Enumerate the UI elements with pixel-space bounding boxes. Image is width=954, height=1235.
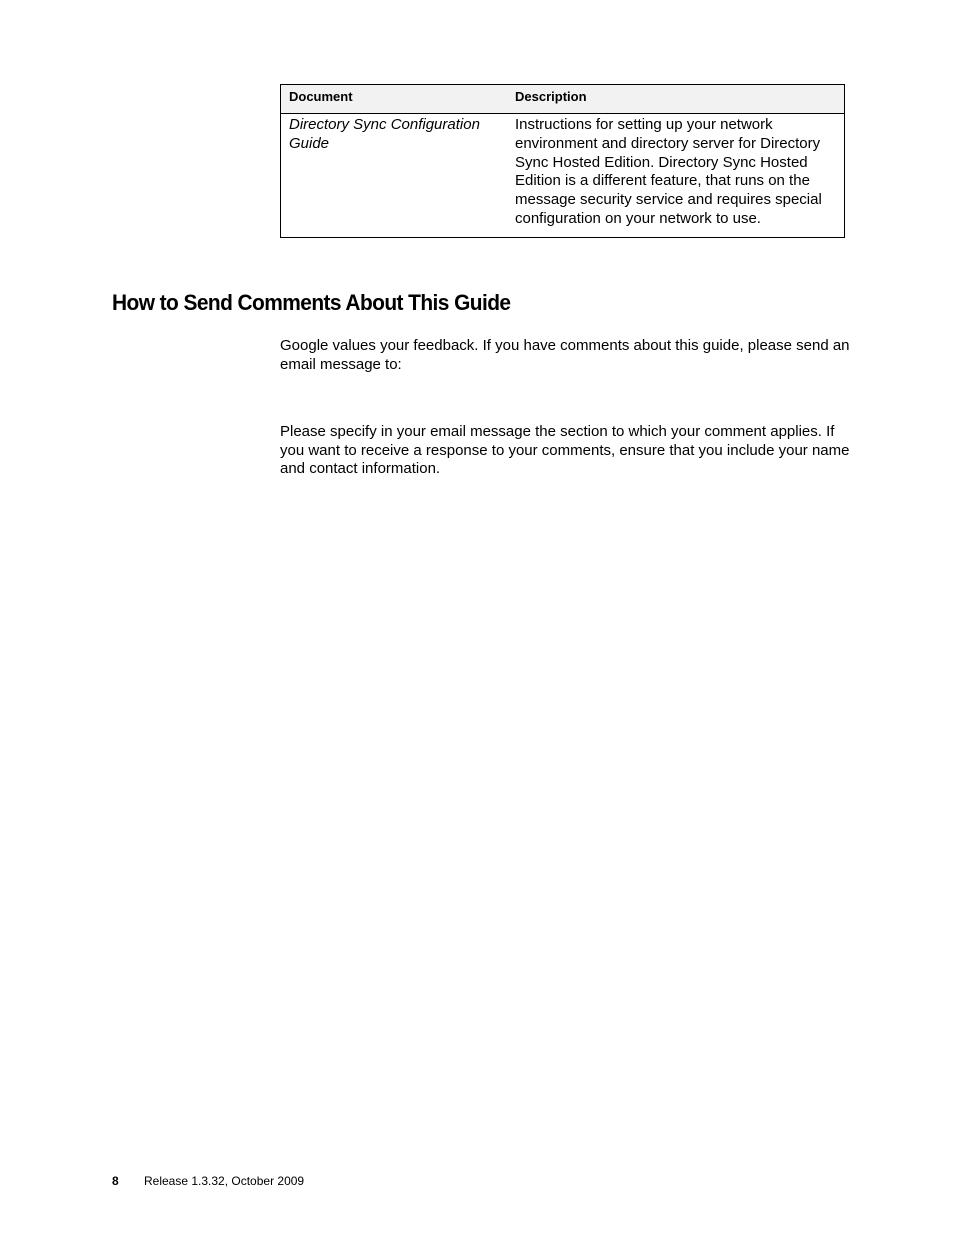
section-heading: How to Send Comments About This Guide bbox=[112, 290, 511, 315]
table-row bbox=[281, 114, 845, 238]
column-header-description: Description bbox=[507, 85, 845, 114]
column-header-document: Document bbox=[281, 85, 508, 114]
feedback-paragraph: Google values your feedback. If you have comments about this guide, please send an email message to: bbox=[280, 337, 850, 373]
related-documents-table bbox=[280, 84, 845, 238]
table-header-row bbox=[281, 85, 845, 114]
page-number: 8 bbox=[112, 1174, 119, 1188]
page-footer bbox=[112, 1174, 304, 1188]
release-info: Release 1.3.32, October 2009 bbox=[144, 1174, 305, 1188]
instructions-paragraph: Please specify in your email message the section to which your comment applies. If you want to receive a response to your comments, ensure that you include your name and contact information. bbox=[280, 423, 850, 478]
document-title-cell: Directory Sync Configuration Guide bbox=[289, 116, 480, 152]
document-description-cell: Instructions for setting up your network environment and directory server for Directory Sync Hosted Edition. Directory Sync Hosted Edition is a different feature, that runs on the message security service and requires special configuration on your network to use. bbox=[515, 116, 822, 227]
